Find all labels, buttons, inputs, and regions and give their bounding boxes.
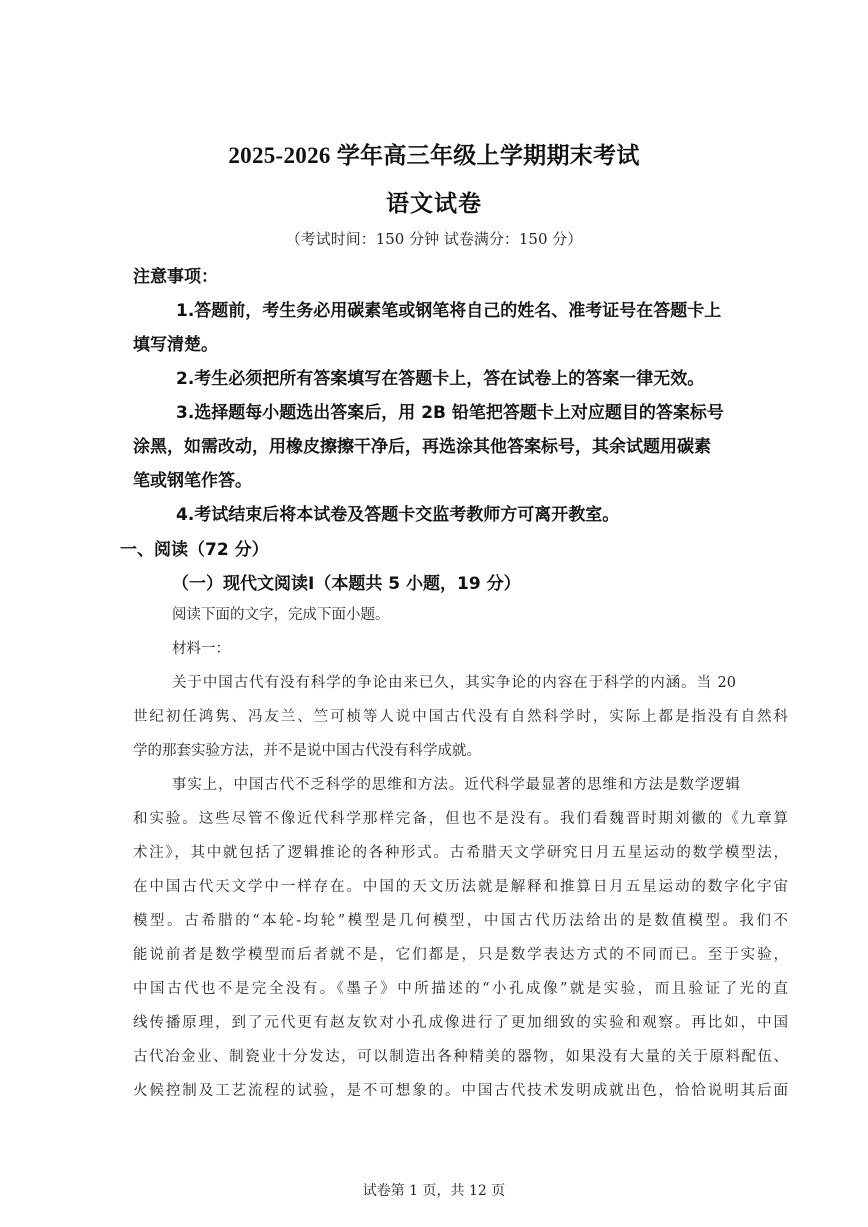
- passage-line: 模型。古希腊的“本轮-均轮”模型是几何模型，中国古代历法给出的是数值模型。我们不: [133, 913, 788, 929]
- notice-item-1-cont: 填写清楚。: [133, 335, 218, 355]
- exam-info: （考试时间：150 分钟 试卷满分：150 分）: [285, 230, 583, 248]
- notice-item-1: 1.答题前，考生务必用碳素笔或钢笔将自己的姓名、准考证号在答题卡上: [176, 301, 722, 321]
- passage-line: 学的那套实验方法，并不是说中国古代没有科学成就。: [133, 743, 481, 759]
- passage-line: 世纪初任鸿隽、冯友兰、竺可桢等人说中国古代没有自然科学时，实际上都是指没有自然科: [133, 709, 788, 725]
- passage-line: 关于中国古代有没有科学的争论由来已久，其实争论的内容在于科学的内涵。当 20: [172, 675, 736, 691]
- page-footer: 试卷第 1 页，共 12 页: [362, 1183, 506, 1199]
- notice-item-2: 2.考生必须把所有答案填写在答题卡上，答在试卷上的答案一律无效。: [176, 369, 705, 389]
- section-heading: 一、阅读（72 分）: [120, 540, 269, 560]
- material-label: 材料一：: [172, 641, 230, 657]
- passage-line: 能说前者是数学模型而后者就不是，它们都是，只是数学表达方式的不同而已。至于实验，: [133, 947, 788, 963]
- notice-item-3: 3.选择题每小题选出答案后，用 2B 铅笔把答题卡上对应题目的答案标号: [176, 403, 724, 423]
- subject-title: 语文试卷: [386, 191, 482, 216]
- passage-line: 古代冶金业、制瓷业十分发达，可以制造出各种精美的器物，如果没有大量的关于原料配伍、: [133, 1049, 788, 1065]
- exam-title: 2025-2026 学年高三年级上学期期末考试: [228, 143, 640, 168]
- section-subheading: （一）现代文阅读Ⅰ（本题共 5 小题，19 分）: [172, 574, 521, 594]
- notice-heading: 注意事项：: [133, 267, 218, 287]
- passage-line: 事实上，中国古代不乏科学的思维和方法。近代科学最显著的思维和方法是数学逻辑: [172, 777, 740, 793]
- passage-line: 术注》，其中就包括了逻辑推论的各种形式。古希腊天文学研究日月五星运动的数学模型法，: [133, 845, 788, 861]
- instruction: 阅读下面的文字，完成下面小题。: [172, 607, 390, 623]
- passage-line: 火候控制及工艺流程的试验，是不可想象的。中国古代技术发明成就出色，恰恰说明其后面: [133, 1083, 788, 1099]
- notice-item-3-cont: 涂黑，如需改动，用橡皮擦擦干净后，再选涂其他答案标号，其余试题用碳素: [133, 437, 711, 457]
- passage-line: 在中国古代天文学中一样存在。中国的天文历法就是解释和推算日月五星运动的数字化宇宙: [133, 879, 788, 895]
- notice-item-3-cont2: 笔或钢笔作答。: [133, 471, 252, 491]
- notice-item-4: 4.考试结束后将本试卷及答题卡交监考教师方可离开教室。: [176, 505, 620, 525]
- passage-line: 和实验。这些尽管不像近代科学那样完备，但也不是没有。我们看魏晋时期刘徽的《九章算: [133, 811, 788, 827]
- passage-line: 线传播原理，到了元代更有赵友钦对小孔成像进行了更加细致的实验和观察。再比如，中国: [133, 1015, 788, 1031]
- passage-line: 中国古代也不是完全没有。《墨子》中所描述的“小孔成像”就是实验，而且验证了光的直: [133, 981, 788, 997]
